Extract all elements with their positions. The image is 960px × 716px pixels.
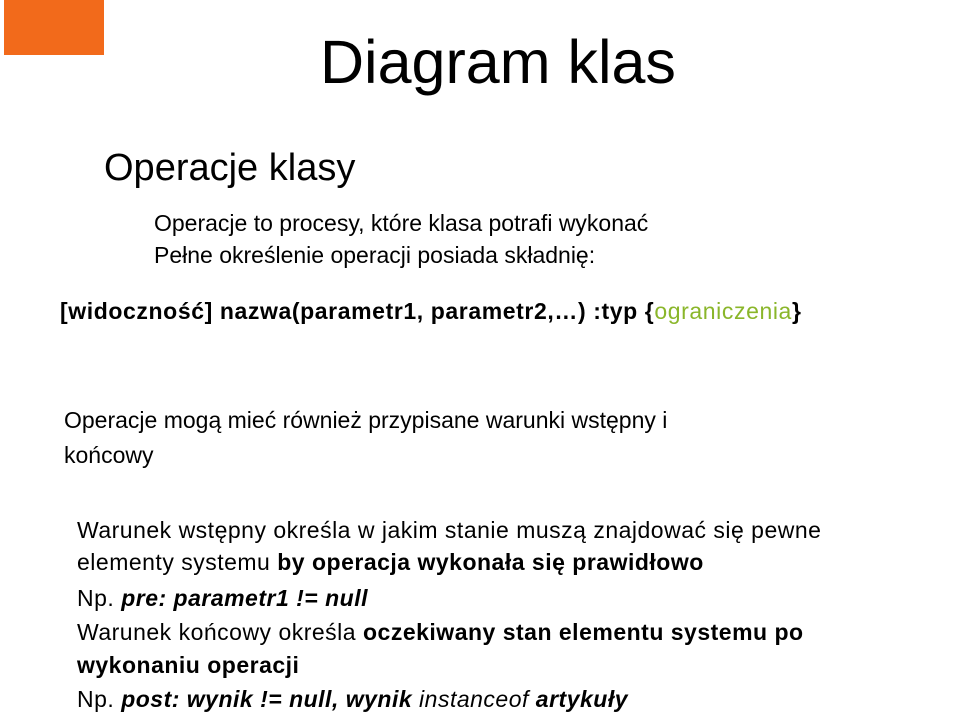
postcondition-example-space bbox=[529, 686, 536, 712]
precondition-line-2 bbox=[77, 547, 704, 577]
precondition-line-2-bold: by operacja wykonała się prawidłowo bbox=[277, 549, 704, 575]
postcondition-line-2 bbox=[77, 650, 299, 680]
precondition-line-1: Warunek wstępny określa w jakim stanie muszą znajdować się pewne bbox=[77, 517, 822, 543]
precondition-example-code: pre: parametr1 != null bbox=[121, 585, 369, 611]
postcondition-example-type: artykuły bbox=[535, 686, 629, 712]
postcondition-example-prefix: Np. bbox=[77, 686, 122, 712]
syntax-constraints: ograniczenia bbox=[654, 298, 792, 324]
precondition-example-prefix: Np. bbox=[77, 585, 122, 611]
syntax-open-brace: { bbox=[644, 298, 655, 324]
precondition-example bbox=[77, 583, 368, 613]
intro-line-1: Operacje to procesy, które klasa potrafi wykonać bbox=[154, 210, 649, 236]
postcondition-example bbox=[77, 684, 628, 714]
postcondition-line-2-bold: wykonaniu operacji bbox=[77, 652, 300, 678]
syntax-close-brace: } bbox=[791, 298, 802, 324]
precondition-line-2-prefix: elementy systemu bbox=[77, 549, 278, 575]
intro-line-2: Pełne określenie operacji posiada składnię: bbox=[154, 242, 596, 268]
operation-syntax bbox=[60, 295, 802, 327]
postcondition-example-keyword: instanceof bbox=[419, 686, 529, 712]
postcondition-line-1-bold: oczekiwany stan elementu systemu po bbox=[362, 619, 804, 645]
conditions-line-1: Operacje mogą mieć również przypisane warunki wstępny i bbox=[64, 407, 668, 433]
postcondition-line-1-prefix: Warunek końcowy określa bbox=[77, 619, 363, 645]
orange-accent-block bbox=[4, 0, 104, 55]
slide-title: Diagram klas bbox=[320, 28, 676, 96]
syntax-main: [widoczność] nazwa(parametr1, parametr2,…) :typ bbox=[60, 298, 645, 324]
conditions-line-2: końcowy bbox=[64, 442, 154, 468]
postcondition-example-code: post: wynik != null, wynik bbox=[121, 686, 420, 712]
postcondition-line-1 bbox=[77, 617, 804, 647]
section-title: Operacje klasy bbox=[104, 147, 356, 189]
